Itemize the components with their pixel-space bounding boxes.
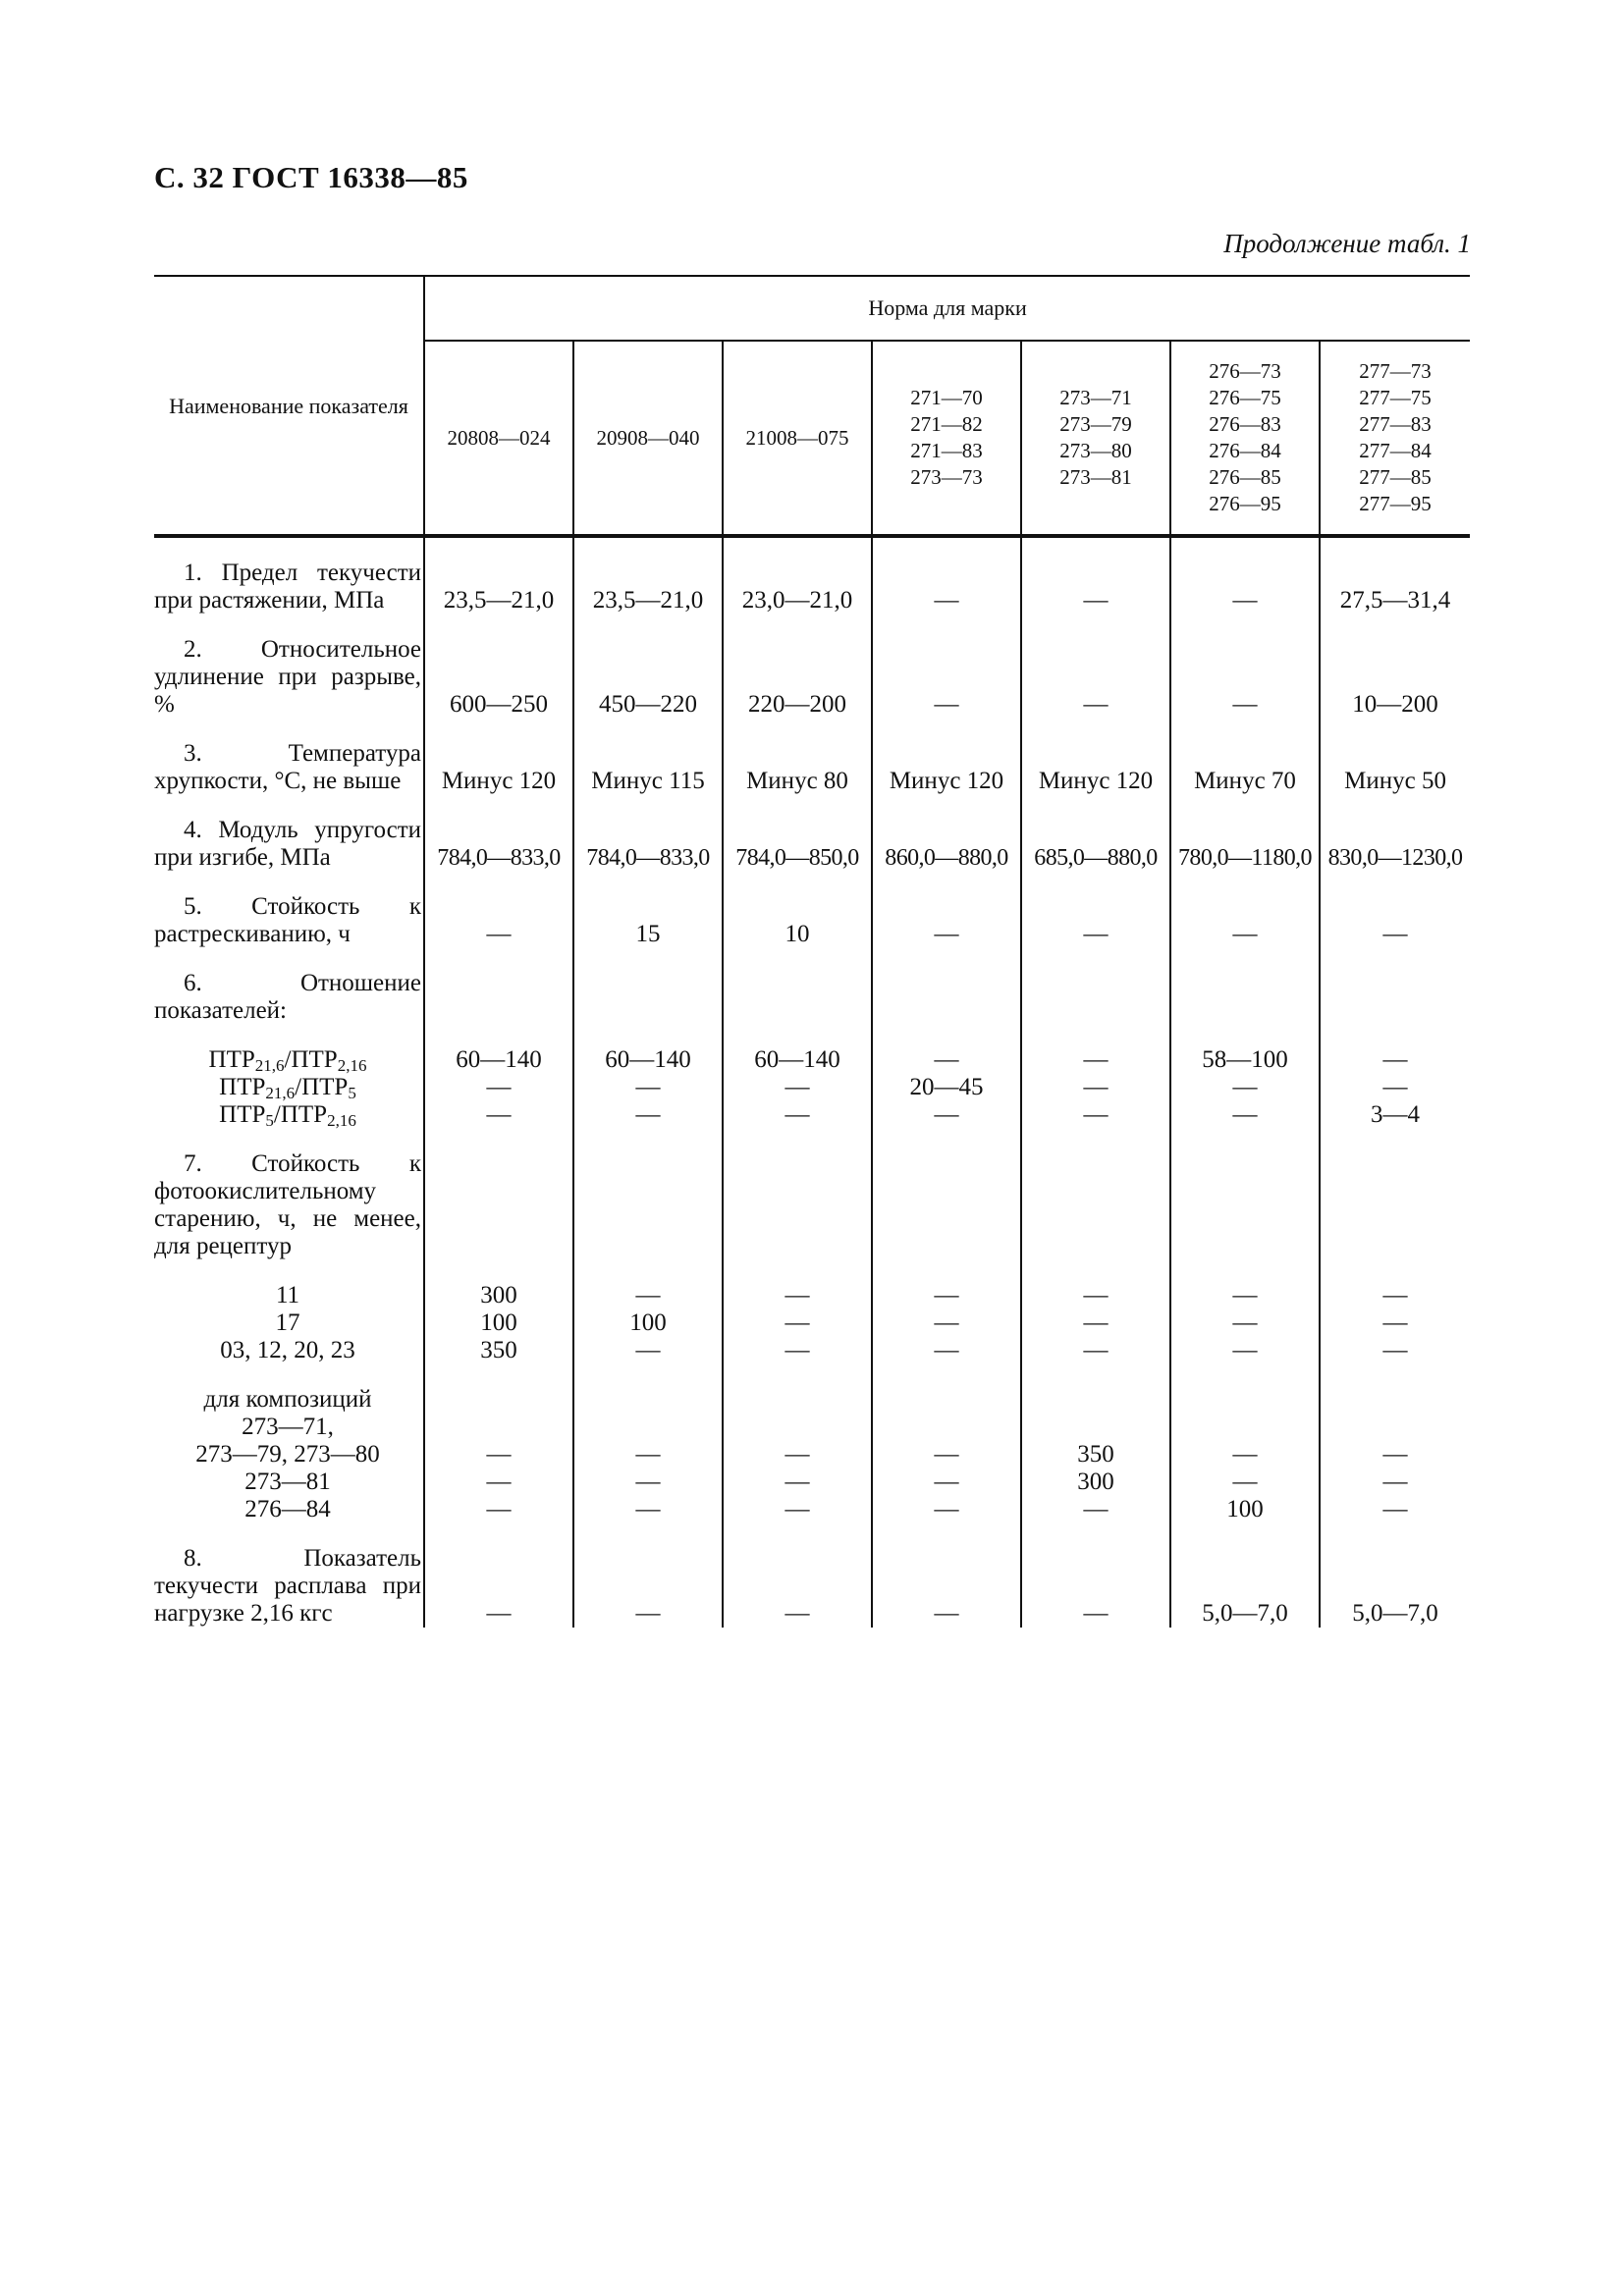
row-label: 4. Модуль упругости при изгибе, МПа bbox=[154, 817, 421, 871]
table-cell: — bbox=[723, 1337, 872, 1364]
table-cell: 784,0—833,0 bbox=[573, 795, 723, 872]
table-row bbox=[154, 1414, 1470, 1441]
table-cell: — bbox=[573, 1441, 723, 1468]
table-row bbox=[154, 1074, 1470, 1101]
table-cell: Минус 80 bbox=[723, 719, 872, 795]
table-cell: — bbox=[872, 1025, 1021, 1074]
table-cell: — bbox=[723, 1101, 872, 1129]
table-cell: — bbox=[1170, 1260, 1320, 1309]
table-cell: — bbox=[573, 1523, 723, 1628]
table-cell: — bbox=[1170, 614, 1320, 719]
table-row bbox=[154, 1441, 1470, 1468]
table-cell: — bbox=[1021, 1101, 1170, 1129]
table-cell: — bbox=[424, 1074, 573, 1101]
table-cell: — bbox=[872, 1523, 1021, 1628]
table-cell: — bbox=[1320, 1468, 1470, 1496]
row-label: 5. Стойкость к растрескиванию, ч bbox=[154, 893, 421, 947]
table-cell: — bbox=[1320, 872, 1470, 948]
table-cell: 10—200 bbox=[1320, 614, 1470, 719]
table-cell: — bbox=[573, 1101, 723, 1129]
table-cell: 23,5—21,0 bbox=[573, 536, 723, 614]
row-label: 273—71, bbox=[242, 1414, 334, 1440]
table-cell: — bbox=[1021, 872, 1170, 948]
table-row bbox=[154, 1337, 1470, 1364]
table-cell: — bbox=[723, 1074, 872, 1101]
table-cell: — bbox=[872, 536, 1021, 614]
table-cell: 450—220 bbox=[573, 614, 723, 719]
table-row bbox=[154, 1309, 1470, 1337]
table-row bbox=[154, 872, 1470, 948]
table-cell: — bbox=[1320, 1025, 1470, 1074]
table-cell: 15 bbox=[573, 872, 723, 948]
table-cell: 60—140 bbox=[573, 1025, 723, 1074]
table-cell: — bbox=[424, 1441, 573, 1468]
table-cell: — bbox=[424, 1101, 573, 1129]
row-label: для композиций bbox=[203, 1386, 372, 1413]
table-cell: — bbox=[872, 1101, 1021, 1129]
table-cell: 220—200 bbox=[723, 614, 872, 719]
table-cell: Минус 50 bbox=[1320, 719, 1470, 795]
table-row bbox=[154, 719, 1470, 795]
table-cell: — bbox=[573, 1468, 723, 1496]
table-cell: — bbox=[872, 1441, 1021, 1468]
table-cell: — bbox=[1170, 1101, 1320, 1129]
table-cell: 10 bbox=[723, 872, 872, 948]
table-cell: — bbox=[1320, 1309, 1470, 1337]
table-cell: Минус 120 bbox=[424, 719, 573, 795]
row-label: 6. Отношение показателей: bbox=[154, 970, 421, 1024]
table-row bbox=[154, 614, 1470, 719]
table-cell: 350 bbox=[424, 1337, 573, 1364]
table-cell: — bbox=[1170, 872, 1320, 948]
table-cell: — bbox=[872, 614, 1021, 719]
table-cell: 23,0—21,0 bbox=[723, 536, 872, 614]
row-label: 8. Показатель текучести расплава при нагрузке 2,16 кгс bbox=[154, 1545, 421, 1627]
table-cell: 23,5—21,0 bbox=[424, 536, 573, 614]
table-cell: — bbox=[424, 872, 573, 948]
row-label: $ПТР_{21,6}/ПТР_5$ bbox=[219, 1074, 356, 1102]
table-cell: 100 bbox=[424, 1309, 573, 1337]
grade-header: 277—73 277—75 277—83 277—84 277—85 277—95 bbox=[1320, 341, 1470, 536]
table-cell: 58—100 bbox=[1170, 1025, 1320, 1074]
table-cell: — bbox=[424, 1468, 573, 1496]
table-cell: 3—4 bbox=[1320, 1101, 1470, 1129]
table-cell: — bbox=[573, 1337, 723, 1364]
row-label: 11 bbox=[275, 1282, 300, 1308]
table-cell: 20—45 bbox=[872, 1074, 1021, 1101]
table-cell: — bbox=[1170, 1468, 1320, 1496]
table-cell: — bbox=[723, 1441, 872, 1468]
table-cell: — bbox=[1170, 1309, 1320, 1337]
table-cell: — bbox=[1170, 1441, 1320, 1468]
table-cell: 685,0—880,0 bbox=[1021, 795, 1170, 872]
table-cell: — bbox=[872, 872, 1021, 948]
row-label: $ПТР_5/ПТР_{2,16}$ bbox=[219, 1101, 356, 1130]
table-cell: — bbox=[1170, 1337, 1320, 1364]
table-continuation-note: Продолжение табл. 1 bbox=[1223, 229, 1471, 258]
table-cell: — bbox=[723, 1468, 872, 1496]
table-cell: — bbox=[1021, 1496, 1170, 1523]
table-cell: 600—250 bbox=[424, 614, 573, 719]
row-label: 273—79, 273—80 bbox=[195, 1441, 380, 1468]
table-cell: 100 bbox=[573, 1309, 723, 1337]
grade-header: 20808—024 bbox=[424, 341, 573, 536]
table-cell: — bbox=[872, 1260, 1021, 1309]
grade-header: 20908—040 bbox=[573, 341, 723, 536]
table-cell: 60—140 bbox=[424, 1025, 573, 1074]
table-row bbox=[154, 1364, 1470, 1414]
table-cell: — bbox=[424, 1496, 573, 1523]
table-cell: — bbox=[1021, 614, 1170, 719]
table-cell: — bbox=[1320, 1074, 1470, 1101]
table-row bbox=[154, 1523, 1470, 1628]
table-cell: 60—140 bbox=[723, 1025, 872, 1074]
table-cell: — bbox=[1021, 1025, 1170, 1074]
table-row bbox=[154, 795, 1470, 872]
table-cell: 27,5—31,4 bbox=[1320, 536, 1470, 614]
table-cell: — bbox=[1320, 1496, 1470, 1523]
table-cell: — bbox=[872, 1496, 1021, 1523]
table-cell: — bbox=[1021, 1260, 1170, 1309]
table-cell: Минус 115 bbox=[573, 719, 723, 795]
table-cell: 860,0—880,0 bbox=[872, 795, 1021, 872]
row-label: 276—84 bbox=[244, 1496, 331, 1522]
table-row bbox=[154, 1025, 1470, 1074]
page-header: С. 32 ГОСТ 16338—85 bbox=[154, 160, 468, 194]
table-cell: — bbox=[872, 1468, 1021, 1496]
table-cell: 780,0—1180,0 bbox=[1170, 795, 1320, 872]
table-cell: — bbox=[1021, 1523, 1170, 1628]
table-cell: Минус 120 bbox=[1021, 719, 1170, 795]
table-row bbox=[154, 948, 1470, 1025]
column-header-indicator: Наименование показателя bbox=[154, 276, 424, 536]
table-cell: — bbox=[573, 1496, 723, 1523]
table-cell: — bbox=[1021, 1337, 1170, 1364]
properties-table bbox=[154, 275, 1470, 1628]
table-cell: — bbox=[723, 1260, 872, 1309]
table-cell: — bbox=[1320, 1337, 1470, 1364]
table-cell: — bbox=[1320, 1441, 1470, 1468]
row-label: 03, 12, 20, 23 bbox=[220, 1337, 355, 1363]
table-cell: 784,0—850,0 bbox=[723, 795, 872, 872]
table-cell: 5,0—7,0 bbox=[1170, 1523, 1320, 1628]
row-label: 1. Предел текучести при растяжении, МПа bbox=[154, 560, 421, 614]
grade-header: 273—71 273—79 273—80 273—81 bbox=[1021, 341, 1170, 536]
table-cell: 350 bbox=[1021, 1441, 1170, 1468]
table-row bbox=[154, 536, 1470, 614]
table-cell: — bbox=[1021, 1074, 1170, 1101]
table-cell: — bbox=[872, 1309, 1021, 1337]
grade-header: 271—70 271—82 271—83 273—73 bbox=[872, 341, 1021, 536]
table-cell: — bbox=[1170, 536, 1320, 614]
table-row bbox=[154, 1496, 1470, 1523]
table-row bbox=[154, 1129, 1470, 1260]
table-cell: — bbox=[1170, 1074, 1320, 1101]
grade-header: 21008—075 bbox=[723, 341, 872, 536]
table-cell: — bbox=[723, 1496, 872, 1523]
table-cell: Минус 70 bbox=[1170, 719, 1320, 795]
row-label: 7. Стойкость к фотоокислительному старению, ч, не менее, для рецептур bbox=[154, 1150, 421, 1259]
grade-header: 276—73 276—75 276—83 276—84 276—85 276—95 bbox=[1170, 341, 1320, 536]
table-cell: 100 bbox=[1170, 1496, 1320, 1523]
table-cell: 5,0—7,0 bbox=[1320, 1523, 1470, 1628]
table-cell: — bbox=[573, 1260, 723, 1309]
table-cell: — bbox=[1021, 536, 1170, 614]
table-row bbox=[154, 1260, 1470, 1309]
table-cell: 830,0—1230,0 bbox=[1320, 795, 1470, 872]
row-label: 273—81 bbox=[244, 1468, 331, 1495]
table-cell: — bbox=[1021, 1309, 1170, 1337]
table-cell: 300 bbox=[424, 1260, 573, 1309]
table-cell: — bbox=[1320, 1260, 1470, 1309]
table-cell: — bbox=[723, 1523, 872, 1628]
row-label: 2. Относительное удлинение при разрыве, % bbox=[154, 636, 421, 718]
table-row bbox=[154, 1468, 1470, 1496]
row-label: $ПТР_{21,6}/ПТР_{2,16}$ bbox=[208, 1046, 367, 1075]
table-cell: — bbox=[872, 1337, 1021, 1364]
table-cell: Минус 120 bbox=[872, 719, 1021, 795]
row-label: 17 bbox=[275, 1309, 300, 1336]
table-cell: — bbox=[424, 1523, 573, 1628]
table-cell: 784,0—833,0 bbox=[424, 795, 573, 872]
table-row bbox=[154, 1101, 1470, 1129]
column-header-norm: Норма для марки bbox=[424, 276, 1470, 341]
table-cell: — bbox=[723, 1309, 872, 1337]
table-cell: — bbox=[573, 1074, 723, 1101]
table-cell: 300 bbox=[1021, 1468, 1170, 1496]
row-label: 3. Температура хрупкости, °С, не выше bbox=[154, 740, 421, 794]
